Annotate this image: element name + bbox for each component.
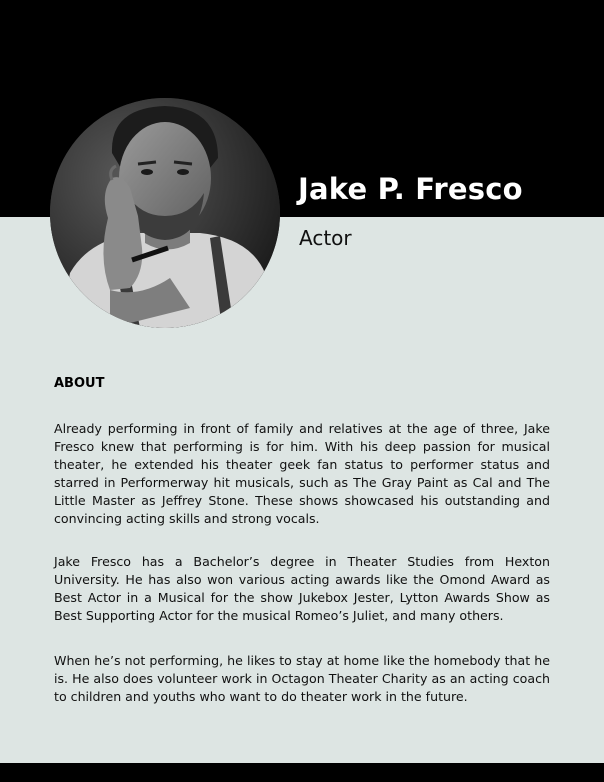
person-role: Actor [299, 226, 352, 250]
profile-photo [50, 98, 280, 328]
about-paragraph: When he’s not performing, he likes to stay at home like the homebody that he is. He also does volunteer work in Octagon Theater Charity as an acting coach to children and youths who want to do theater work in the future. [54, 653, 550, 704]
person-name: Jake P. Fresco [298, 172, 523, 206]
about-heading: ABOUT [54, 376, 105, 391]
footer-band [0, 763, 604, 782]
about-paragraph: Jake Fresco has a Bachelor’s degree in Theater Studies from Hexton University. He has also won various acting awards like the Omond Award as Best Actor in a Musical for the show Jukebox Jester, Lytton Awards Show as Best Supporting Actor for the musical Romeo’s Juliet, and many others. [54, 554, 550, 623]
about-paragraph: Already performing in front of family and relatives at the age of three, Jake Fresco knew that performing is for him. With his deep passion for musical theater, he extended his theater geek fan status to performer status and starred in Performerway hit musicals, such as The Gray Paint as Cal and The Little Master as Jeffrey Stone. These shows showcased his outstanding and convincing acting skills and strong vocals. [54, 421, 550, 526]
portrait-photo-icon [50, 98, 280, 328]
